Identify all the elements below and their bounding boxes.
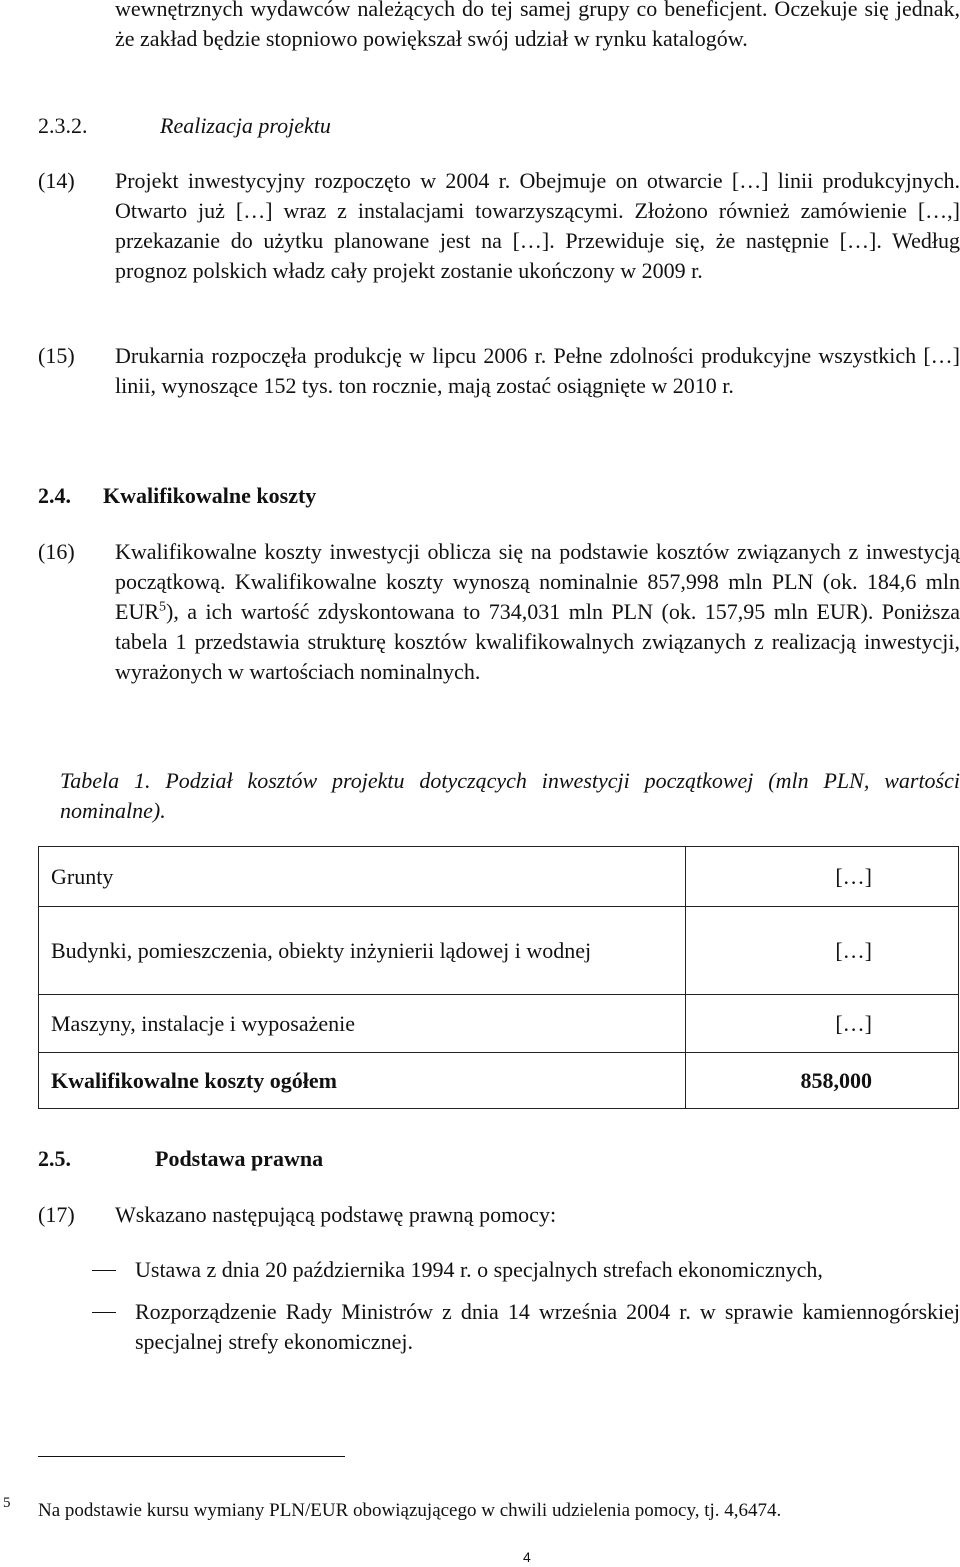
section-number-2-5: 2.5. (38, 1146, 71, 1171)
para-16-text (115, 537, 960, 687)
footnote-text: Na podstawie kursu wymiany PLN/EUR obowiązującego w chwili udzielenia pomocy, tj. 4,6474. (38, 1500, 782, 1521)
list-dash (92, 1270, 116, 1271)
section-title-kwalifikowalne: Kwalifikowalne koszty (103, 483, 317, 508)
table-caption: Tabela 1. Podział kosztów projektu dotyczących inwestycji początkowej (mln PLN, wartości nominalne). (60, 768, 960, 823)
table-cell-value: […] (686, 907, 959, 995)
list-item: Ustawa z dnia 20 października 1994 r. o specjalnych strefach ekonomicznych, (135, 1257, 823, 1282)
table-cell-value: […] (686, 847, 959, 907)
para-number-14: (14) (38, 168, 75, 193)
costs-table (38, 846, 959, 1109)
table-cell-label-total: Kwalifikowalne koszty ogółem (39, 1053, 686, 1109)
para-number-17: (17) (38, 1202, 75, 1227)
table-row (39, 847, 959, 907)
table-row (39, 995, 959, 1053)
para-number-16: (16) (38, 539, 75, 564)
table-row (39, 907, 959, 995)
para-16-text-rest: ), a ich wartość zdyskontowana to 734,031 mln PLN (ok. 157,95 mln EUR). Poniższa tabela 1 przedstawia strukturę kosztów kwalifikowalnych związanych z realizacją inwestycji, wyrażonych w wartościach nominalnych. (115, 599, 960, 684)
footnote-divider (38, 1456, 345, 1457)
footnote-marker: 5 (3, 1495, 11, 1511)
list-dash (92, 1312, 116, 1313)
para-number-15: (15) (38, 343, 75, 368)
para-17-text: Wskazano następującą podstawę prawną pomocy: (115, 1202, 557, 1227)
section-number-2-3-2: 2.3.2. (38, 113, 88, 138)
table-cell-label: Grunty (39, 847, 686, 907)
para-15-text: Drukarnia rozpoczęła produkcję w lipcu 2006 r. Pełne zdolności produkcyjne wszystkich […] linii, wynoszące 152 tys. ton rocznie, mają zostać osiągnięte w 2010 r. (115, 343, 960, 398)
section-title-realizacja: Realizacja projektu (160, 113, 331, 138)
page-number: 4 (523, 1549, 531, 1565)
section-number-2-4: 2.4. (38, 483, 71, 508)
table-cell-value-total: 858,000 (686, 1053, 959, 1109)
table-cell-label: Budynki, pomieszczenia, obiekty inżynierii lądowej i wodnej (39, 907, 686, 995)
table-cell-label: Maszyny, instalacje i wyposażenie (39, 995, 686, 1053)
table-row (39, 1053, 959, 1109)
list-item: Rozporządzenie Rady Ministrów z dnia 14 września 2004 r. w sprawie kamiennogórskiej specjalnej strefy ekonomicznej. (135, 1299, 960, 1354)
intro-paragraph: wewnętrznych wydawców należących do tej samej grupy co beneficjent. Oczekuje się jednak, że zakład będzie stopniowo powiększał swój udział w rynku katalogów. (115, 0, 960, 51)
para-14-text: Projekt inwestycyjny rozpoczęto w 2004 r. Obejmuje on otwarcie […] linii produkcyjnych. Otwarto już […] wraz z instalacjami towarzyszącymi. Złożono również zamówienie […,] przekazanie do użytku planowane jest na […]. Przewiduje się, że następnie […]. Według prognoz polskich władz cały projekt zostanie ukończony w 2009 r. (115, 168, 960, 283)
footnote-ref-5[interactable]: 5 (159, 599, 166, 615)
table-cell-value: […] (686, 995, 959, 1053)
section-title-podstawa: Podstawa prawna (155, 1146, 324, 1171)
para-16-text-main: Kwalifikowalne koszty inwestycji oblicza się na podstawie kosztów związanych z inwestycją początkową. Kwalifikowalne koszty wynoszą nominalnie 857,998 mln PLN (ok. 184,6 mln EUR (115, 539, 960, 624)
